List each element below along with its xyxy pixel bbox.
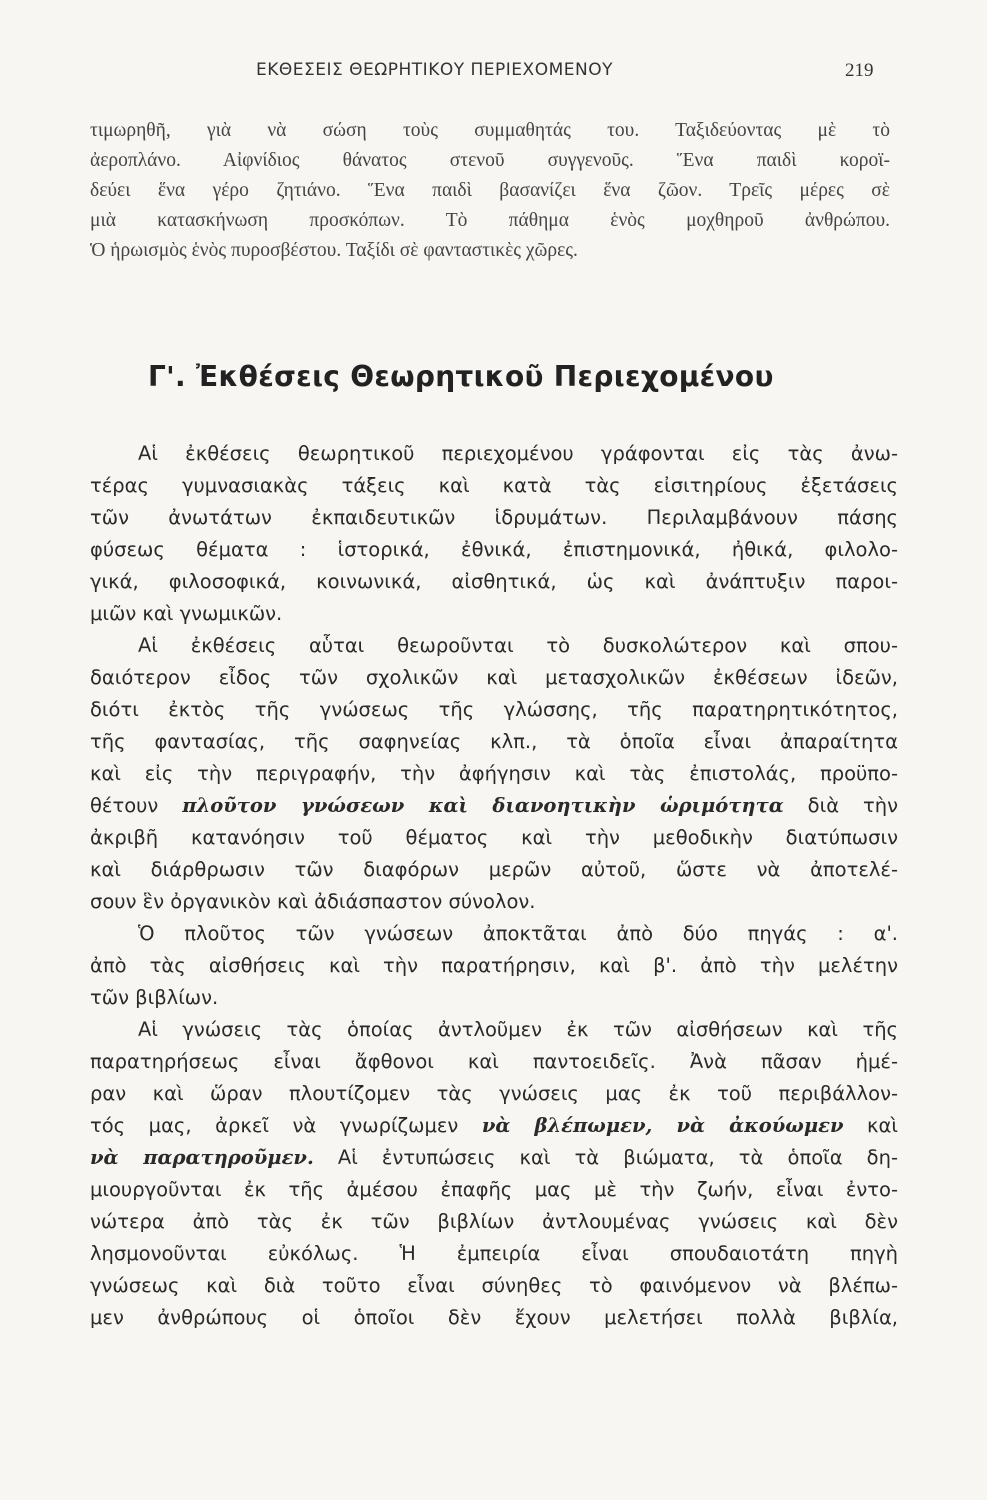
page-number: 219: [845, 60, 874, 81]
body-line: ραν καὶ ὥραν πλουτίζομεν τὰς γνώσεις μας ἐκ τοῦ περιβάλλον-: [90, 1082, 898, 1105]
body-line: τῶν ἀνωτάτων ἐκπαιδευτικῶν ἱδρυμάτων. Περιλαμβάνουν πάσης: [90, 506, 898, 529]
body-line: μεν ἀνθρώπους οἱ ὁποῖοι δὲν ἔχουν μελετήσει πολλὰ βιβλία,: [90, 1306, 898, 1329]
body-line: Αἱ ἐκθέσεις θεωρητικοῦ περιεχομένου γράφονται εἰς τὰς ἀνω-: [138, 442, 898, 465]
body-text-run: διὰ τὴν: [807, 794, 899, 817]
section-heading: Γ'. Ἐκθέσεις Θεωρητικοῦ Περιεχομένου: [148, 360, 774, 393]
body-text-run: τός μας, ἀρκεῖ νὰ γνωρίζωμεν: [90, 1114, 459, 1137]
previous-section-topic-list: [90, 116, 890, 266]
body-line: γνώσεως καὶ διὰ τοῦτο εἶναι σύνηθες τὸ φαινόμενον νὰ βλέπω-: [90, 1274, 898, 1297]
body-line: τῶν βιβλίων.: [90, 986, 219, 1009]
emphasized-phrase: νὰ παρατηροῦμεν.: [90, 1146, 314, 1169]
body-line: καὶ εἰς τὴν περιγραφήν, τὴν ἀφήγησιν καὶ τὰς ἐπιστολάς, προϋπο-: [90, 762, 898, 785]
section-body: [90, 438, 898, 1334]
topic-line: Ὁ ἡρωισμὸς ἑνὸς πυροσβέστου. Ταξίδι σὲ φανταστικὲς χῶρες.: [90, 240, 578, 261]
body-line-with-emphasis: [90, 1142, 898, 1174]
body-line: τέρας γυμνασιακὰς τάξεις καὶ κατὰ τὰς εἰσιτηρίους ἐξετάσεις: [90, 474, 898, 497]
body-line: σουν ἓν ὀργανικὸν καὶ ἀδιάσπαστον σύνολον.: [90, 890, 536, 913]
body-line: λησμονοῦνται εὐκόλως. Ἡ ἐμπειρία εἶναι σπουδαιοτάτη πηγὴ: [90, 1242, 898, 1265]
topic-line: δεύει ἕνα γέρο ζητιάνο. Ἕνα παιδὶ βασανίζει ἕνα ζῶον. Τρεῖς μέρες σὲ: [90, 180, 890, 201]
body-text-run: Αἱ ἐντυπώσεις καὶ τὰ βιώματα, τὰ ὁποῖα δη-: [337, 1146, 899, 1169]
body-text-run: καὶ: [867, 1114, 898, 1137]
body-line: μιῶν καὶ γνωμικῶν.: [90, 602, 283, 625]
body-line: Αἱ γνώσεις τὰς ὁποίας ἀντλοῦμεν ἐκ τῶν αἰσθήσεων καὶ τῆς: [138, 1018, 898, 1041]
body-line: δαιότερον εἶδος τῶν σχολικῶν καὶ μετασχολικῶν ἐκθέσεων ἰδεῶν,: [90, 666, 898, 689]
body-text-run: θέτουν: [90, 794, 159, 817]
body-line: τῆς φαντασίας, τῆς σαφηνείας κλπ., τὰ ὁποῖα εἶναι ἀπαραίτητα: [90, 730, 898, 753]
body-line: μιουργοῦνται ἐκ τῆς ἀμέσου ἐπαφῆς μας μὲ τὴν ζωήν, εἶναι ἐντο-: [90, 1178, 898, 1201]
emphasized-phrase: νὰ βλέπωμεν, νὰ ἀκούωμεν: [481, 1114, 844, 1137]
body-line: καὶ διάρθρωσιν τῶν διαφόρων μερῶν αὐτοῦ, ὥστε νὰ ἀποτελέ-: [90, 858, 898, 881]
body-line: φύσεως θέματα : ἱστορικά, ἐθνικά, ἐπιστημονικά, ἠθικά, φιλολο-: [90, 538, 898, 561]
body-line: ἀπὸ τὰς αἰσθήσεις καὶ τὴν παρατήρησιν, καὶ β'. ἀπὸ τὴν μελέτην: [90, 954, 898, 977]
body-line: νώτερα ἀπὸ τὰς ἐκ τῶν βιβλίων ἀντλουμένας γνώσεις καὶ δὲν: [90, 1210, 898, 1233]
body-line: διότι ἐκτὸς τῆς γνώσεως τῆς γλώσσης, τῆς παρατηρητικότητος,: [90, 698, 898, 721]
body-line: Ὁ πλοῦτος τῶν γνώσεων ἀποκτᾶται ἀπὸ δύο πηγάς : α'.: [138, 922, 898, 945]
topic-line: μιὰ κατασκήνωση προσκόπων. Τὸ πάθημα ἑνὸς μοχθηροῦ ἀνθρώπου.: [90, 210, 890, 231]
topic-line: τιμωρηθῆ, γιὰ νὰ σώση τοὺς συμμαθητάς του. Ταξιδεύοντας μὲ τὸ: [90, 120, 890, 141]
body-line: ἀκριβῆ κατανόησιν τοῦ θέματος καὶ τὴν μεθοδικὴν διατύπωσιν: [90, 826, 898, 849]
running-title: ΕΚΘΕΣΕΙΣ ΘΕΩΡΗΤΙΚΟΥ ΠΕΡΙΕΧΟΜΕΝΟΥ: [256, 60, 613, 80]
body-line-with-emphasis: [90, 790, 898, 822]
body-line: παρατηρήσεως εἶναι ἄφθονοι καὶ παντοειδεῖς. Ἀνὰ πᾶσαν ἡμέ-: [90, 1050, 898, 1073]
body-line: γικά, φιλοσοφικά, κοινωνικά, αἰσθητικά, ὡς καὶ ἀνάπτυξιν παροι-: [90, 570, 898, 593]
topic-line: ἀεροπλάνο. Αἰφνίδιος θάνατος στενοῦ συγγενοῦς. Ἕνα παιδὶ κοροϊ-: [90, 150, 890, 171]
emphasized-phrase: πλοῦτον γνώσεων καὶ διανοητικὴν ὡριμότητα: [182, 794, 784, 817]
body-line: Αἱ ἐκθέσεις αὗται θεωροῦνται τὸ δυσκολώτερον καὶ σπου-: [138, 634, 898, 657]
body-line-with-emphasis: [90, 1110, 898, 1142]
